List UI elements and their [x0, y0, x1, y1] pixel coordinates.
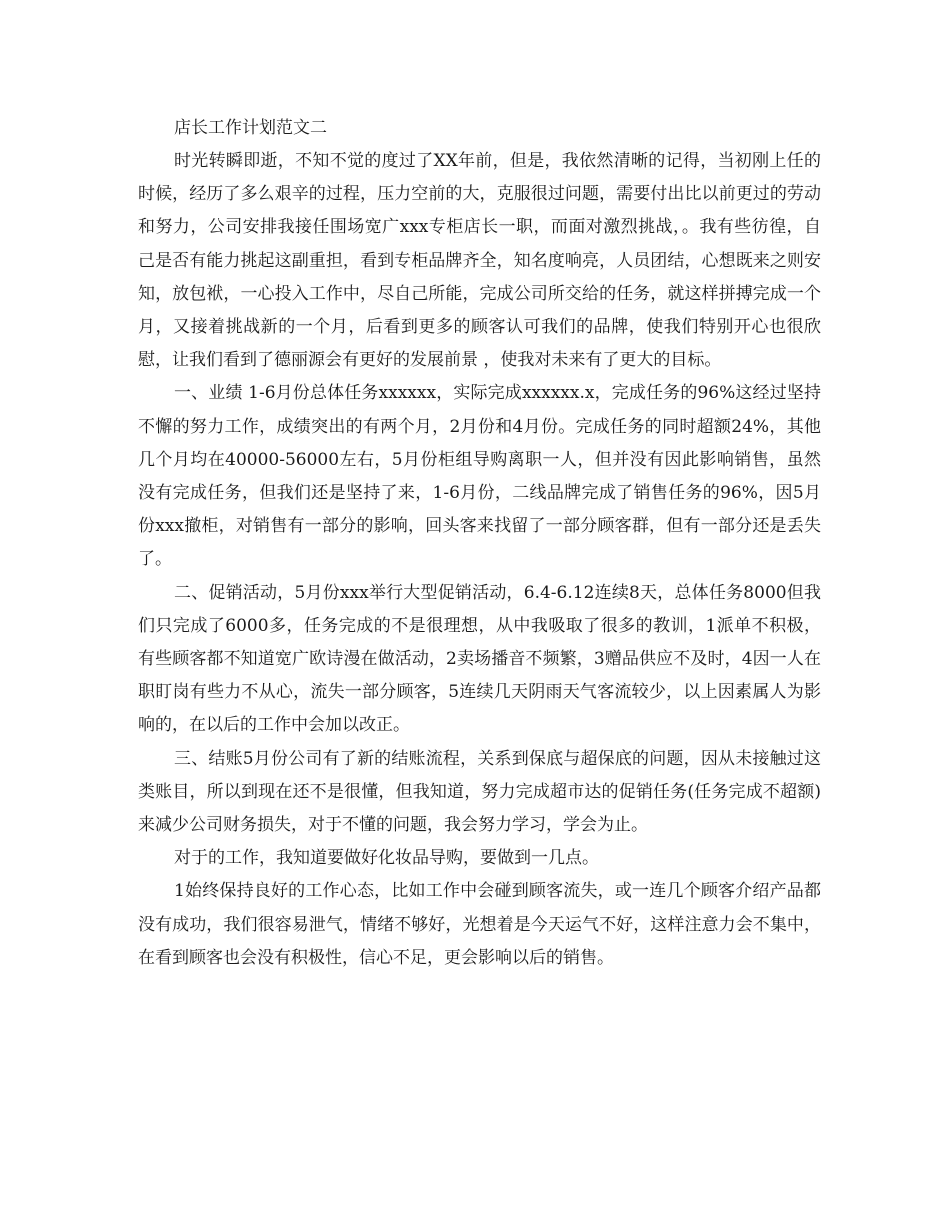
paragraph-point-1: 1始终保持良好的工作心态，比如工作中会碰到顾客流失，或一连几个顾客介绍产品都没有成功，我们很容易泄气，情绪不够好，光想着是今天运气不好，这样注意力会不集中，在看到顾客也会没有积极性，信心不足，更会影响以后的销售。	[138, 881, 821, 968]
document-page	[138, 112, 821, 975]
paragraph-intro: 时光转瞬即逝，不知不觉的度过了XX年前，但是，我依然清晰的记得，当初刚上任的时候，经历了多么艰辛的过程，压力空前的大，克服很过问题，需要付出比以前更过的劳动和努力，公司安排我接任围场宽广xxx专柜店长一职，而面对激烈挑战，。我有些彷徨，自己是否有能力挑起这副重担，看到专柜品牌齐全，知名度响亮，人员团结，心想既来之则安知，放包袱，一心投入工作中，尽自己所能，完成公司所交给的任务，就这样拼搏完成一个月，又接着挑战新的一个月，后看到更多的顾客认可我们的品牌，使我们特别开心也很欣慰，让我们看到了德丽源会有更好的发展前景 ，使我对未来有了更大的目标。	[138, 151, 821, 371]
paragraph-performance: 一、业绩 1-6月份总体任务xxxxxx，实际完成xxxxxx.x，完成任务的96%这经过坚持不懈的努力工作，成绩突出的有两个月，2月份和4月份。完成任务的同时超额24%，其他几个月均在40000-56000左右，5月份柜组导购离职一人，但并没有因此影响销售，虽然没有完成任务，但我们还是坚持了来，1-6月份，二线品牌完成了销售任务的96%，因5月份xxx撤柜，对销售有一部分的影响，回头客来找留了一部分顾客群，但有一部分还是丢失了。	[138, 383, 821, 570]
paragraph-future-work: 对于的工作，我知道要做好化妆品导购，要做到一几点。	[174, 848, 599, 869]
paragraph-settlement: 三、结账5月份公司有了新的结账流程，关系到保底与超保底的问题，因从未接触过这类账目，所以到现在还不是很懂，但我知道，努力完成超市达的促销任务(任务完成不超额)来减少公司财务损失，对于不懂的问题，我会努力学习，学会为止。	[138, 748, 821, 836]
document-title: 店长工作计划范文二	[174, 118, 327, 138]
paragraph-promotion: 二、促销活动，5月份xxx举行大型促销活动，6.4-6.12连续8天，总体任务8000但我们只完成了6000多，任务完成的不是很理想，从中我吸取了很多的教训，1派单不积极，有些顾客都不知道宽广欧诗漫在做活动，2卖场播音不频繁，3赠品供应不及时，4因一人在职盯岗有些力不从心，流失一部分顾客，5连续几天阴雨天气客流较少，以上因素属人为影响的，在以后的工作中会加以改正。	[138, 582, 821, 736]
